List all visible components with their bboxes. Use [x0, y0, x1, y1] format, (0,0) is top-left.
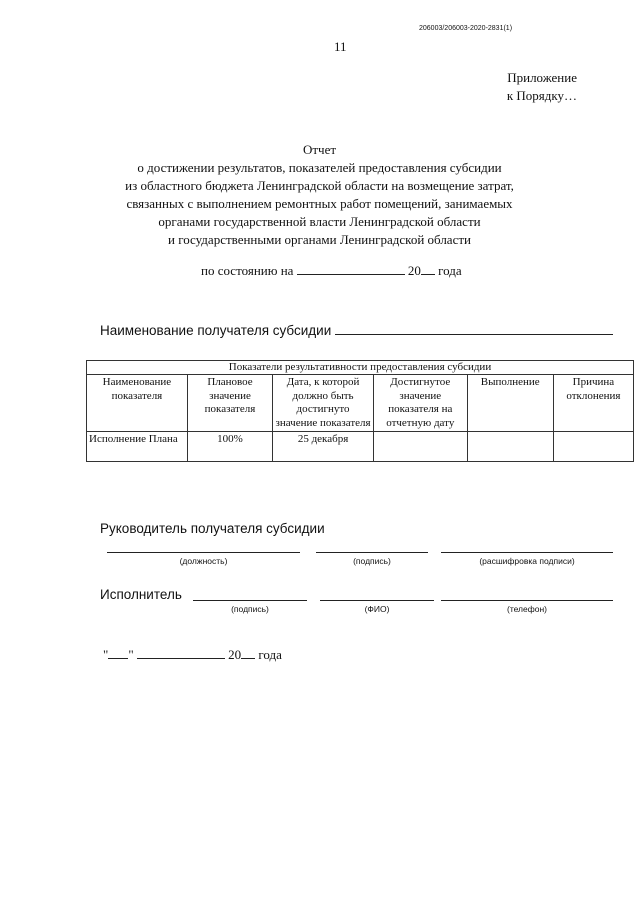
document-code: 206003/206003-2020-2831(1): [419, 25, 513, 32]
head-signature-label: Руководитель получателя субсидии: [100, 521, 325, 536]
column-header: Дата, к которой должно быть достигнуто значение показателя: [273, 375, 374, 432]
executor-label: Исполнитель: [100, 587, 182, 602]
executor-name-field[interactable]: [320, 600, 434, 601]
report-title-line-2: из областного бюджета Ленинградской области на возмещение затрат,: [125, 178, 514, 193]
column-header: Выполнение: [467, 375, 553, 432]
executor-signature-field[interactable]: [193, 600, 307, 601]
table-cell[interactable]: [553, 432, 633, 462]
report-title-line-1: о достижении результатов, показателей предоставления субсидии: [137, 160, 502, 175]
executor-phone-caption: (телефон): [506, 604, 547, 614]
appendix-line-1: Приложение: [507, 70, 577, 85]
table-group-header: Показатели результативности предоставления субсидии: [87, 361, 634, 375]
date-suffix: года: [258, 647, 282, 662]
table-group-header-row: [87, 361, 634, 375]
report-title-line-5: и государственными органами Ленинградской области: [167, 232, 471, 247]
table-cell: 25 декабря: [273, 432, 374, 462]
report-title-line-3: связанных с выполнением ремонтных работ помещений, занимаемых: [126, 196, 513, 211]
page-number: 11: [334, 39, 347, 54]
state-date-prefix: по состоянию на: [201, 263, 294, 278]
head-signature-caption: (подпись): [353, 556, 391, 566]
position-field[interactable]: [107, 552, 300, 553]
table-cell: Исполнение Плана: [87, 432, 188, 462]
report-title-line-4: органами государственной власти Ленинградской области: [158, 214, 481, 229]
recipient-label: Наименование получателя субсидии: [100, 323, 332, 338]
position-caption: (должность): [179, 556, 228, 566]
table-cell[interactable]: [467, 432, 553, 462]
executor-name-caption: (ФИО): [364, 604, 390, 614]
state-date-suffix: года: [438, 263, 462, 278]
appendix-line-2: к Порядку…: [506, 88, 577, 103]
column-header: Достигнутое значение показателя на отчетную дату: [373, 375, 467, 432]
table-row: [87, 432, 634, 462]
column-header: Плановое значение показателя: [187, 375, 272, 432]
report-date-line: [103, 646, 282, 663]
date-year-prefix: 20: [228, 647, 242, 662]
table-header-row: [87, 375, 634, 432]
state-date-year-blank[interactable]: [421, 262, 435, 275]
report-heading: Отчет: [302, 142, 337, 157]
date-month-blank[interactable]: [137, 646, 225, 659]
column-header: Наименование показателя: [87, 375, 188, 432]
recipient-line: [100, 322, 613, 338]
date-quote-open: ": [103, 647, 109, 662]
appendix-note: [507, 69, 577, 105]
executor-signature-caption: (подпись): [231, 604, 269, 614]
table-cell: 100%: [187, 432, 272, 462]
table-cell[interactable]: [373, 432, 467, 462]
report-title: [0, 141, 639, 249]
recipient-blank[interactable]: [335, 322, 613, 335]
executor-phone-field[interactable]: [441, 600, 613, 601]
date-quote-close: ": [128, 647, 134, 662]
column-header: Причина отклонения: [553, 375, 633, 432]
indicators-table: [86, 360, 634, 462]
date-day-blank[interactable]: [108, 646, 128, 659]
date-year-blank[interactable]: [241, 646, 255, 659]
state-date-blank[interactable]: [297, 262, 405, 275]
head-signature-field[interactable]: [316, 552, 428, 553]
state-date-year-prefix: 20: [407, 263, 421, 278]
state-date-line: [201, 262, 462, 279]
signature-decoding-field[interactable]: [441, 552, 613, 553]
signature-decoding-caption: (расшифровка подписи): [479, 556, 575, 566]
